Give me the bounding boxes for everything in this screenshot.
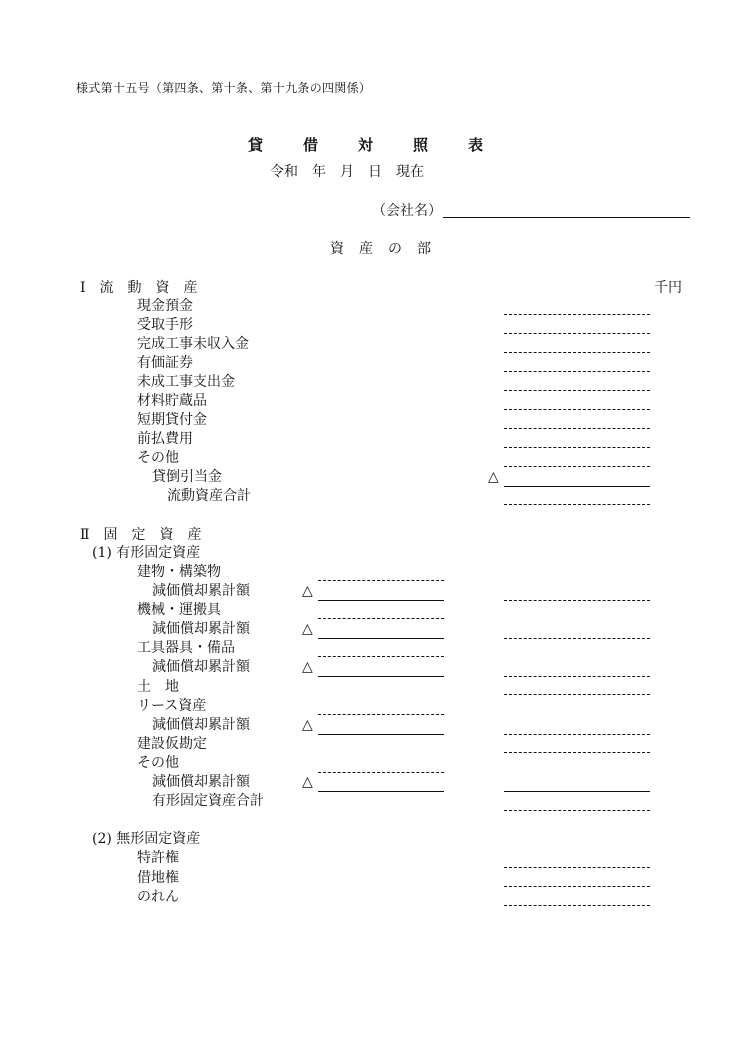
amount-prepaid-expenses[interactable] [504,447,650,448]
amount-cash-deposits[interactable] [504,314,650,315]
item-machinery: 機械・運搬具 [137,602,221,618]
negative-triangle-icon: △ [302,774,313,790]
amount-machinery-depreciation[interactable] [318,638,444,639]
amount-tools[interactable] [318,656,444,657]
item-construction-in-progress: 建設仮勘定 [137,736,207,752]
amount-buildings-net[interactable] [504,600,650,601]
amount-tools-net[interactable] [504,676,650,677]
document-title: 貸借対照表 [248,136,524,154]
item-lease-depreciation: 減価償却累計額 [152,717,250,733]
company-name-label: （会社名） [372,203,442,219]
amount-land[interactable] [504,694,650,695]
section-title: 資産の部 [330,241,446,257]
item-allowance-doubtful: 貸倒引当金 [152,469,222,485]
item-buildings-depreciation: 減価償却累計額 [152,583,250,599]
current-assets-heading: Ⅰ流動資産 [80,280,212,296]
item-machinery-depreciation: 減価償却累計額 [152,621,250,637]
item-construction-receivable: 完成工事未収入金 [137,336,249,352]
amount-construction-receivable[interactable] [504,352,650,353]
item-other-depreciation: 減価償却累計額 [152,774,250,790]
amount-tangible-total[interactable] [504,810,650,811]
amount-construction-in-progress[interactable] [504,752,650,753]
item-tools: 工具器具・備品 [137,640,235,656]
fixed-assets-heading: Ⅱ固定資産 [80,527,216,543]
amount-allowance-doubtful[interactable] [504,486,650,487]
tangible-heading: (1) 有形固定資産 [92,545,201,561]
amount-other-current[interactable] [504,466,650,467]
item-short-term-loans: 短期貸付金 [137,412,207,428]
date-line: 令和 年 月 日 現在 [270,164,424,180]
form-number: 様式第十五号（第四条、第十条、第十九条の四関係） [76,81,372,95]
amount-machinery-net[interactable] [504,638,650,639]
amount-current-assets-total[interactable] [504,504,650,505]
item-buildings: 建物・構築物 [137,564,221,580]
amount-lease-depreciation[interactable] [318,734,444,735]
item-prepaid-expenses: 前払費用 [137,431,193,447]
amount-buildings[interactable] [318,580,444,581]
amount-short-term-loans[interactable] [504,428,650,429]
amount-materials-supplies[interactable] [504,409,650,410]
amount-leasehold[interactable] [504,886,650,887]
amount-securities[interactable] [504,371,650,372]
item-cash-deposits: 現金預金 [137,298,193,314]
item-other-current: その他 [137,450,179,466]
amount-tools-depreciation[interactable] [318,676,444,677]
amount-buildings-depreciation[interactable] [318,600,444,601]
item-tools-depreciation: 減価償却累計額 [152,659,250,675]
amount-machinery[interactable] [318,618,444,619]
item-current-assets-total: 流動資産合計 [167,488,251,504]
amount-other-tangible-net[interactable] [504,791,650,792]
amount-notes-receivable[interactable] [504,333,650,334]
amount-other-depreciation[interactable] [318,791,444,792]
item-leasehold: 借地権 [137,870,179,886]
intangible-heading: (2) 無形固定資産 [92,831,201,847]
item-wip-expenditures: 未成工事支出金 [137,374,235,390]
negative-triangle-icon: △ [488,469,499,485]
negative-triangle-icon: △ [302,621,313,637]
item-goodwill: のれん [137,889,179,905]
amount-wip-expenditures[interactable] [504,390,650,391]
amount-patents[interactable] [504,867,650,868]
item-materials-supplies: 材料貯蔵品 [137,393,207,409]
unit-label: 千円 [654,280,682,296]
amount-other-tangible[interactable] [318,772,444,773]
amount-lease-assets[interactable] [318,714,444,715]
item-patents: 特許権 [137,850,179,866]
item-tangible-total: 有形固定資産合計 [152,793,264,809]
item-other-tangible: その他 [137,755,179,771]
amount-goodwill[interactable] [504,905,650,906]
negative-triangle-icon: △ [302,717,313,733]
amount-lease-net[interactable] [504,734,650,735]
item-securities: 有価証券 [137,355,193,371]
item-land: 土 地 [137,679,179,695]
negative-triangle-icon: △ [302,583,313,599]
item-lease-assets: リース資産 [137,698,207,714]
item-notes-receivable: 受取手形 [137,317,193,333]
negative-triangle-icon: △ [302,659,313,675]
company-name-field[interactable] [443,217,690,218]
